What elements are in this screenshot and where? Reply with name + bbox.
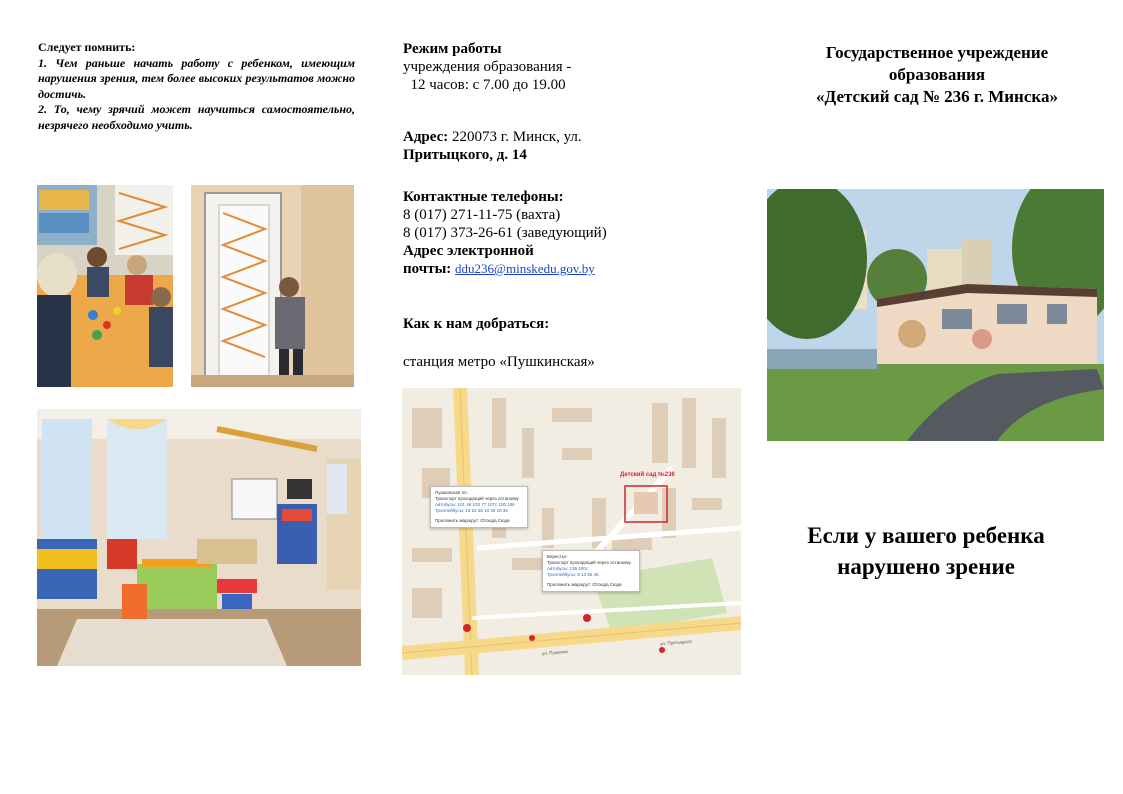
- map-street-2: ул. Пушкина: [541, 648, 569, 657]
- schedule-line-2: 12 часов: с 7.00 до 19.00: [403, 77, 566, 93]
- org-line-1: Государственное учреждение: [825, 43, 1049, 62]
- popup2-bus[interactable]: Автобусы: 136 100с: [547, 566, 588, 571]
- popup2-route[interactable]: Проложить маршрут: Отсюда Сюда: [547, 582, 622, 587]
- directions-metro: станция метро «Пушкинская»: [403, 354, 595, 370]
- org-line-2: образования: [888, 65, 986, 84]
- remember-item-2: 2. То, чему зрячий может научиться самостоятельно, незрячего необходимо учить.: [38, 102, 355, 132]
- popup1-trolley[interactable]: Троллейбусы: 16 52 38 10 38 18 36: [435, 508, 508, 513]
- schedule-title: Режим работы: [403, 41, 502, 57]
- map-popup-stop-2[interactable]: [542, 550, 640, 592]
- directions-metro-block: [403, 353, 733, 371]
- popup1-title: Пушкинская пл.: [435, 490, 468, 495]
- photo-boy-lacing-board: [191, 185, 354, 387]
- headline-line-2: нарушено зрение: [837, 554, 1015, 579]
- brochure-headline: [770, 520, 1082, 582]
- contacts-section: [403, 188, 733, 278]
- photo-kindergarten-building: [767, 189, 1104, 441]
- schedule-section: [403, 40, 733, 94]
- map-street-1: ул. Притыцкого: [659, 638, 693, 647]
- email-label: Адрес электронной: [403, 243, 534, 259]
- phones-title: Контактные телефоны:: [403, 189, 564, 205]
- address-street: Притыцкого, д. 14: [403, 147, 527, 163]
- map-kindergarten-label: Детский сад №236: [620, 472, 675, 478]
- popup2-title: Берестья: [547, 554, 567, 559]
- remember-section: [38, 40, 355, 134]
- popup1-bus[interactable]: Автобусы: 101 46 103 77 107с 100 106: [435, 502, 515, 507]
- organization-name: [770, 42, 1104, 108]
- address-section: [403, 128, 733, 164]
- email-link[interactable]: ddu236@minskedu.gov.by: [455, 261, 595, 276]
- location-map[interactable]: [402, 388, 741, 675]
- email-label-2: почты:: [403, 261, 452, 277]
- popup2-trolley[interactable]: Троллейбусы: 8 13 55 46: [547, 572, 599, 577]
- schedule-line-1: учреждения образования -: [403, 59, 572, 75]
- popup2-line: Транспорт проходящий через остановку: [547, 560, 631, 565]
- photo-children-table: [37, 185, 173, 387]
- remember-item-1: 1. Чем раньше начать работу с ребенком, имеющим нарушения зрения, тем более высоких результатов можно достичь.: [38, 55, 355, 101]
- phone-head: 8 (017) 373-26-61 (заведующий): [403, 225, 607, 241]
- directions-title: Как к нам добраться:: [403, 316, 550, 332]
- photo-group-room: [37, 409, 361, 666]
- map-popup-stop-1[interactable]: [430, 486, 528, 528]
- phone-watch: 8 (017) 271-11-75 (вахта): [403, 207, 561, 223]
- popup1-line: Транспорт проходящий через остановку: [435, 496, 519, 501]
- remember-title: Следует помнить:: [38, 40, 136, 54]
- popup1-route[interactable]: Проложить маршрут: Отсюда Сюда: [435, 518, 510, 523]
- directions-title-block: [403, 315, 733, 333]
- address-value: 220073 г. Минск, ул.: [448, 129, 582, 145]
- org-line-3: «Детский сад № 236 г. Минска»: [816, 87, 1058, 106]
- address-label: Адрес:: [403, 129, 449, 145]
- headline-line-1: Если у вашего ребенка: [807, 523, 1045, 548]
